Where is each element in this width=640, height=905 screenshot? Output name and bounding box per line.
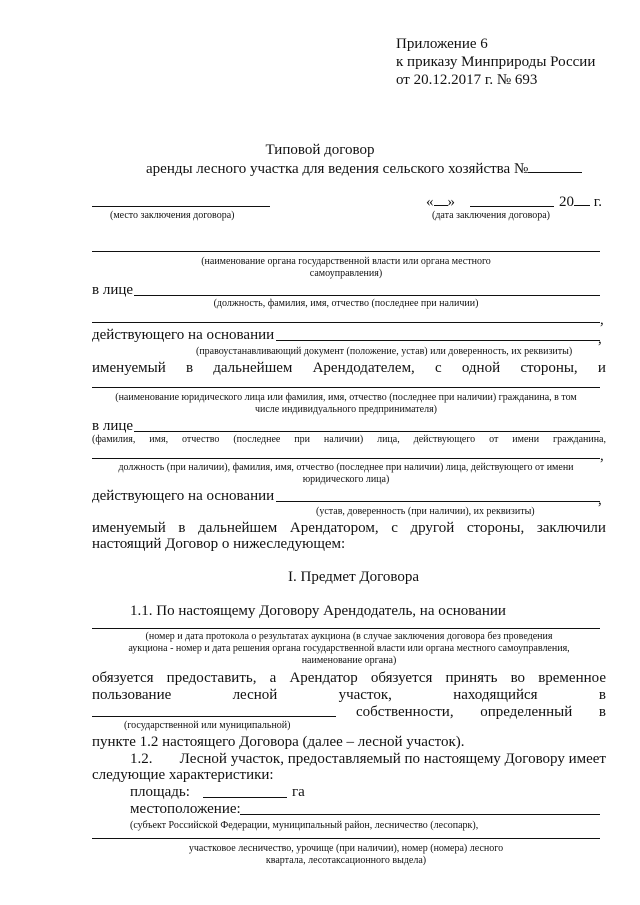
clause-1-2-line-2: следующие характеристики: — [92, 767, 274, 783]
area-field[interactable] — [203, 797, 287, 798]
auction-caption-3: наименование органа) — [301, 655, 397, 666]
word: лица, — [377, 434, 400, 445]
word: предоставить, — [166, 670, 257, 686]
word: пользование — [92, 687, 172, 703]
person-caption-1 — [92, 434, 606, 446]
document-subtitle — [146, 160, 582, 178]
word: при — [294, 434, 310, 445]
word: именуемый — [92, 360, 166, 376]
word: дальнейшем — [198, 520, 278, 536]
word: с — [391, 520, 398, 536]
word: Арендатором, — [289, 520, 379, 536]
word: (фамилия, — [92, 434, 136, 445]
in-person-label-1: в лице — [92, 282, 134, 298]
word: Арендатор — [289, 670, 358, 686]
section-heading: I. Предмет Договора — [288, 569, 420, 585]
comma-3: , — [600, 448, 604, 464]
word: заключили — [536, 520, 606, 536]
person-field[interactable] — [92, 458, 600, 459]
date-month-field[interactable] — [470, 206, 554, 207]
clause-1-1: 1.1. По настоящему Договору Арендодатель, на основании — [130, 603, 506, 619]
forestry-caption-2: квартала, лесотаксационного выдела) — [265, 855, 427, 866]
word: именуемый — [92, 520, 166, 536]
word: а — [269, 670, 277, 686]
in-person-field-1[interactable] — [134, 295, 600, 296]
document-title: Типовой договор — [265, 142, 375, 158]
word: от — [489, 434, 499, 445]
word: стороны, — [520, 360, 578, 376]
subtitle-text: аренды лесного участка для ведения сельского хозяйства № — [146, 161, 529, 177]
word: определенный — [480, 704, 573, 720]
ownership-field[interactable] — [92, 716, 336, 717]
auction-caption-2: аукциона - номер и дата решения органа государственной власти или органа местного самоуправления, — [128, 643, 570, 654]
auction-caption-1: (номер и дата протокола о результатах аукциона (в случае заключения договора без проведения — [145, 631, 553, 642]
location-caption: (субъект Российской Федерации, муниципальный район, лесничество (лесопарк), — [130, 820, 479, 831]
appendix-line-1: Приложение 6 — [396, 36, 488, 52]
authority-caption-1: (наименование органа государственной власти или органа местного — [201, 256, 491, 267]
area-unit: га — [292, 784, 305, 800]
word: собственности, — [356, 704, 454, 720]
word: в — [598, 687, 606, 703]
date-year-field[interactable] — [574, 193, 590, 206]
word: во — [510, 670, 526, 686]
in-person-field-2[interactable] — [134, 431, 600, 432]
doc-caption-1: (правоустанавливающий документ (положение, устав) или доверенность, их реквизиты) — [196, 346, 573, 357]
obligation-line — [92, 670, 606, 687]
tenant-caption-1: (наименование юридического лица или фамилия, имя, отчество (последнее при наличии) гражданина, в том — [115, 392, 577, 403]
word: дальнейшем — [213, 360, 293, 376]
clause-reference: пункте 1.2 настоящего Договора (далее – лесной участок). — [92, 734, 465, 750]
word: Лесной участок, предоставляемый по настоящему Договору имеет — [179, 751, 606, 767]
position-caption-1: (должность, фамилия, имя, отчество (последнее при наличии) — [213, 298, 479, 309]
location-field[interactable] — [240, 814, 600, 815]
in-person-label-2: в лице — [92, 418, 134, 434]
word: другой — [410, 520, 455, 536]
location-label: местоположение: — [130, 801, 241, 817]
word: находящийся — [453, 687, 538, 703]
word: в — [185, 360, 194, 376]
comma-4: , — [598, 492, 602, 508]
acting-basis-label-2: действующего на основании — [92, 488, 275, 504]
lessor-line — [92, 360, 606, 377]
quote-close: » — [447, 194, 455, 210]
date-year-prefix: 20 — [559, 194, 574, 210]
appendix-line-2: к приказу Минприроды России — [396, 54, 596, 70]
acting-basis-label-1: действующего на основании — [92, 327, 275, 343]
word: участок, — [338, 687, 392, 703]
date-caption: (дата заключения договора) — [432, 210, 550, 221]
lessee-line — [92, 520, 606, 537]
forestry-field[interactable] — [92, 838, 600, 839]
authority-caption-2: самоуправления) — [309, 268, 383, 279]
person-caption-2: должность (при наличии), фамилия, имя, отчество (последнее при наличии) лица, действующего от имени — [118, 462, 574, 473]
doc-caption-2: (устав, доверенность (при наличии), их реквизиты) — [316, 506, 535, 517]
word: стороны, — [466, 520, 525, 536]
word: имени — [512, 434, 540, 445]
word: имя, — [149, 434, 169, 445]
clause-1-2 — [130, 751, 606, 768]
word: лесной — [232, 687, 278, 703]
tenant-field[interactable] — [92, 387, 600, 388]
use-line — [92, 687, 606, 704]
date-day-field[interactable] — [434, 193, 448, 206]
word: в — [598, 704, 606, 720]
acting-basis-field-1[interactable] — [276, 340, 600, 341]
quote-open: « — [426, 194, 434, 210]
place-field[interactable] — [92, 206, 270, 207]
word: обязуется — [370, 670, 433, 686]
ownership-line — [356, 704, 606, 721]
appendix-line-3: от 20.12.2017 г. № 693 — [396, 72, 538, 88]
word: действующего — [413, 434, 476, 445]
authority-field[interactable] — [92, 251, 600, 252]
contract-number-field[interactable] — [528, 160, 582, 173]
word: одной — [461, 360, 501, 376]
word: и — [597, 360, 606, 376]
word: обязуется — [92, 670, 154, 686]
forestry-caption-1: участковое лесничество, урочище (при наличии), номер (номера) лесного — [188, 843, 504, 854]
comma-2: , — [598, 331, 602, 347]
word: временное — [538, 670, 606, 686]
word: наличии) — [323, 434, 364, 445]
position-field-1[interactable] — [92, 322, 600, 323]
auction-field[interactable] — [92, 628, 600, 629]
date-day — [426, 193, 455, 211]
date-year — [559, 193, 602, 211]
word: в — [178, 520, 186, 536]
comma-1: , — [600, 312, 604, 328]
acting-basis-field-2[interactable] — [276, 501, 600, 502]
word: принять — [445, 670, 498, 686]
word: с — [435, 360, 442, 376]
area-label: площадь: — [130, 784, 190, 800]
word: (последнее — [233, 434, 281, 445]
tenant-caption-2: числе индивидуального предпринимателя) — [254, 404, 438, 415]
place-caption: (место заключения договора) — [110, 210, 235, 221]
person-caption-3: юридического лица) — [302, 474, 390, 485]
word: Арендодателем, — [312, 360, 415, 376]
word: гражданина, — [553, 434, 606, 445]
lessee-line-2: настоящий Договор о нижеследующем: — [92, 536, 346, 552]
word: отчество — [182, 434, 220, 445]
date-year-suffix: г. — [593, 194, 602, 210]
ownership-caption: (государственной или муниципальной) — [124, 720, 291, 731]
word: 1.2. — [130, 751, 153, 767]
